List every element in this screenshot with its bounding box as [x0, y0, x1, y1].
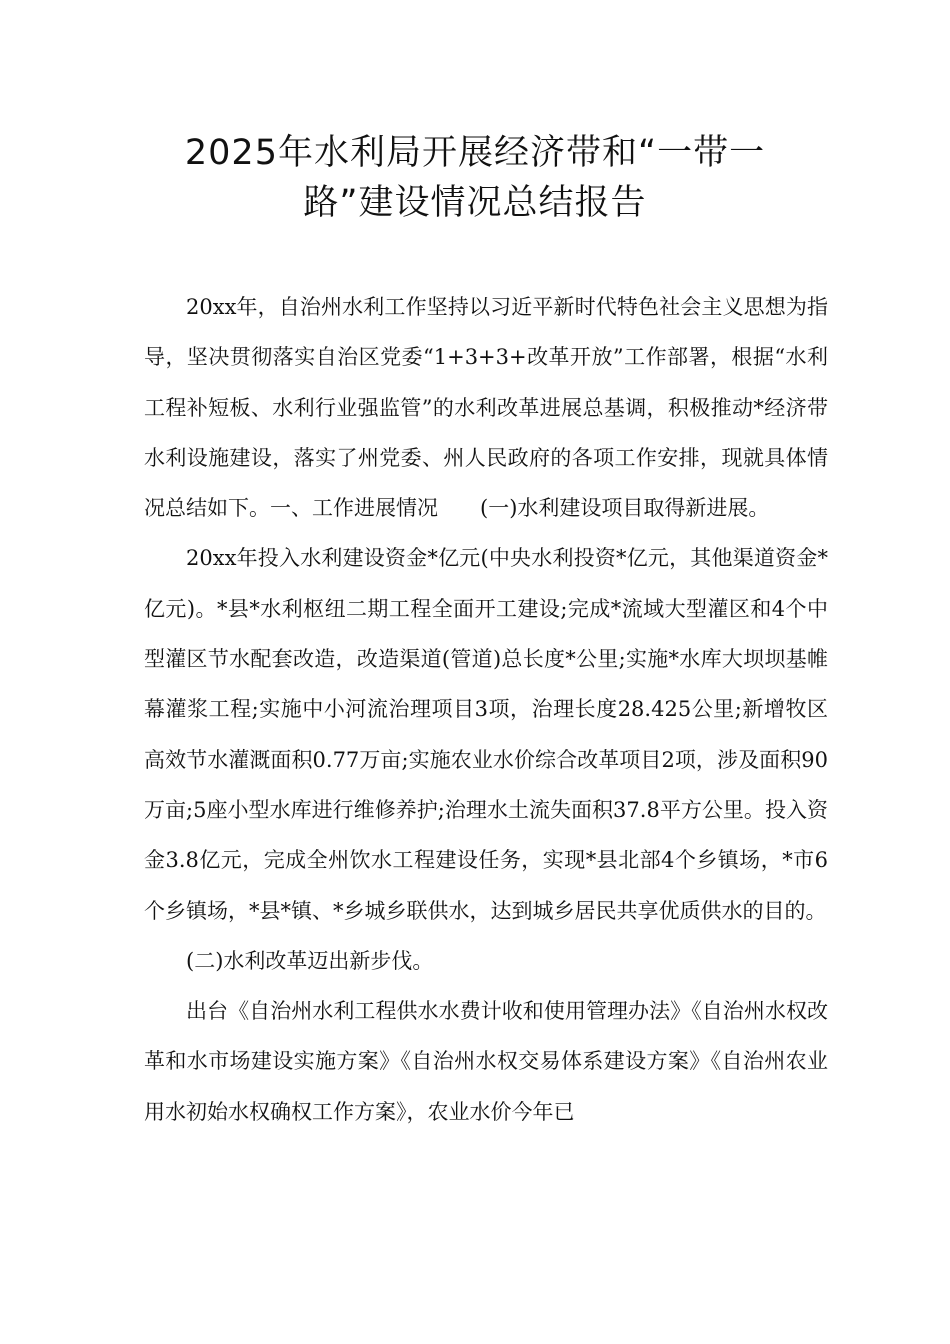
title-line-2: 路”建设情况总结报告 — [303, 183, 647, 223]
document-title — [120, 128, 830, 228]
section-heading-reform: (二)水利改革迈出新步伐。 — [186, 948, 434, 973]
document-body — [144, 282, 828, 1137]
paragraph-intro: 20xx年，自治州水利工作坚持以习近平新时代特色社会主义思想为指导，坚决贯彻落实自治区党委“1+3+3+改革开放”工作部署，根据“水利工程补短板、水利行业强监管”的水利改革进展总基调，积极推动*经济带水利设施建设，落实了州党委、州人民政府的各项工作安排，现就具体情况总结如下。一、工作进展情况 (一)水利建设项目取得新进展。 — [144, 295, 828, 521]
paragraph-reform: 出台《自治州水利工程供水水费计收和使用管理办法》《自治州水权改革和水市场建设实施方案》《自治州水权交易体系建设方案》《自治州农业用水初始水权确权工作方案》，农业水价今年已 — [144, 999, 828, 1124]
paragraph-investment: 20xx年投入水利建设资金*亿元(中央水利投资*亿元，其他渠道资金*亿元)。*县*水利枢纽二期工程全面开工建设;完成*流域大型灌区和4个中型灌区节水配套改造，改造渠道(管道)总长度*公里;实施*水库大坝坝基帷幕灌浆工程;实施中小河流治理项目3项，治理长度28.425公里;新增牧区高效节水灌溉面积0.77万亩;实施农业水价综合改革项目2项，涉及面积90万亩;5座小型水库进行维修养护;治理水土流失面积37.8平方公里。投入资金3.8亿元，完成全州饮水工程建设任务，实现*县北部4个乡镇场，*市6个乡镇场，*县*镇、*乡城乡联供水，达到城乡居民共享优质供水的目的。 — [144, 546, 828, 923]
title-line-1: 2025年水利局开展经济带和“一带一 — [184, 133, 766, 173]
